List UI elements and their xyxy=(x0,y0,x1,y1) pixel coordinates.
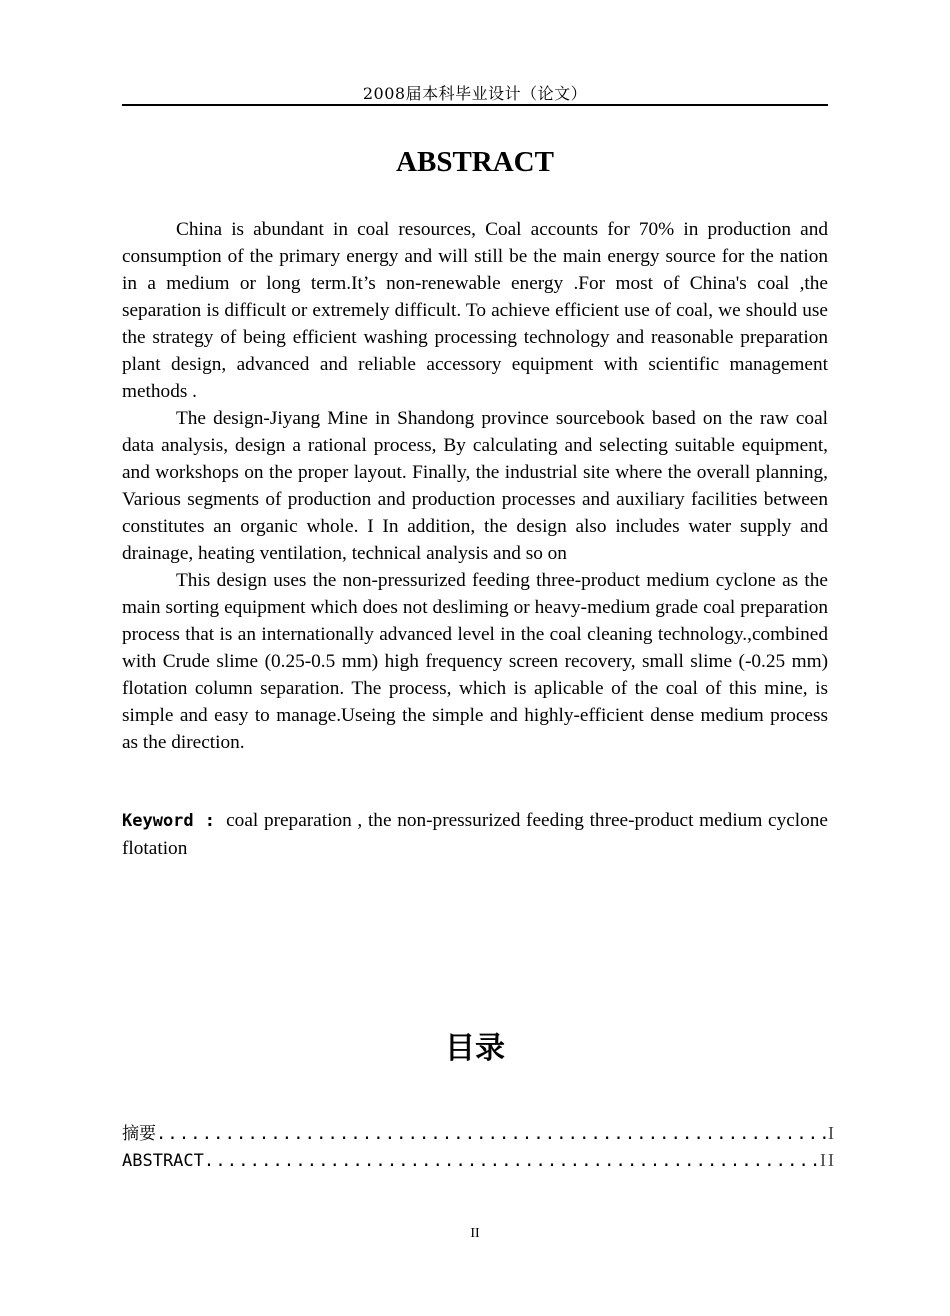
toc-entry-page: I xyxy=(828,1123,836,1143)
toc-entry-abstract-en[interactable] xyxy=(122,1147,836,1174)
toc-entry-label: 摘要 xyxy=(122,1124,156,1144)
running-header: 2008届本科毕业设计（论文） xyxy=(362,84,588,103)
abstract-title: ABSTRACT xyxy=(396,146,554,178)
keyword-label: Keyword xyxy=(122,811,194,831)
keyword-colon: : xyxy=(193,811,227,831)
toc-dot-leader xyxy=(156,1121,826,1147)
keyword-line xyxy=(122,807,828,862)
abstract-paragraph: The design-Jiyang Mine in Shandong province sourcebook based on the raw coal data analysis, design a rational process, By calculating and selecting suitable equipment, and workshops on the proper layout. Finally, the industrial site where the overall planning, Various segments of production and production processes and auxiliary facilities between constitutes an organic whole. I In addition, the design also includes water supply and drainage, heating ventilation, technical analysis and so on xyxy=(122,408,828,564)
abstract-paragraph: China is abundant in coal resources, Coal accounts for 70% in production and consumption of the primary energy and will still be the main energy source for the nation in a medium or long term.It’s non-renewable energy .For most of China's coal ,the separation is difficult or extremely difficult. To achieve efficient use of coal, we should use the strategy of being efficient washing processing technology and reasonable preparation plant design, advanced and reliable accessory equipment with scientific management methods . xyxy=(122,219,828,402)
toc-entry-page: II xyxy=(820,1150,836,1170)
toc-entry-label: ABSTRACT xyxy=(122,1151,204,1171)
toc-list xyxy=(122,1120,836,1174)
keyword-text: coal preparation , the non-pressurized feeding three-product medium cyclone flotation xyxy=(122,810,828,859)
header-rule xyxy=(122,104,828,106)
abstract-paragraph: This design uses the non-pressurized feeding three-product medium cyclone as the main sorting equipment which does not desliming or heavy-medium grade coal preparation process that is an internationally advanced level in the coal cleaning technology.,combined with Crude slime (0.25-0.5 mm) high frequency screen recovery, small slime (-0.25 mm) flotation column separation. The process, which is aplicable of the coal of this mine, is simple and easy to manage.Useing the simple and highly-efficient dense medium process as the direction. xyxy=(122,570,828,753)
toc-dot-leader xyxy=(204,1148,818,1174)
toc-title: 目录 xyxy=(445,1031,505,1066)
abstract-body xyxy=(122,216,828,756)
toc-entry-abstract-cn[interactable] xyxy=(122,1120,836,1147)
page-number: II xyxy=(470,1226,480,1241)
